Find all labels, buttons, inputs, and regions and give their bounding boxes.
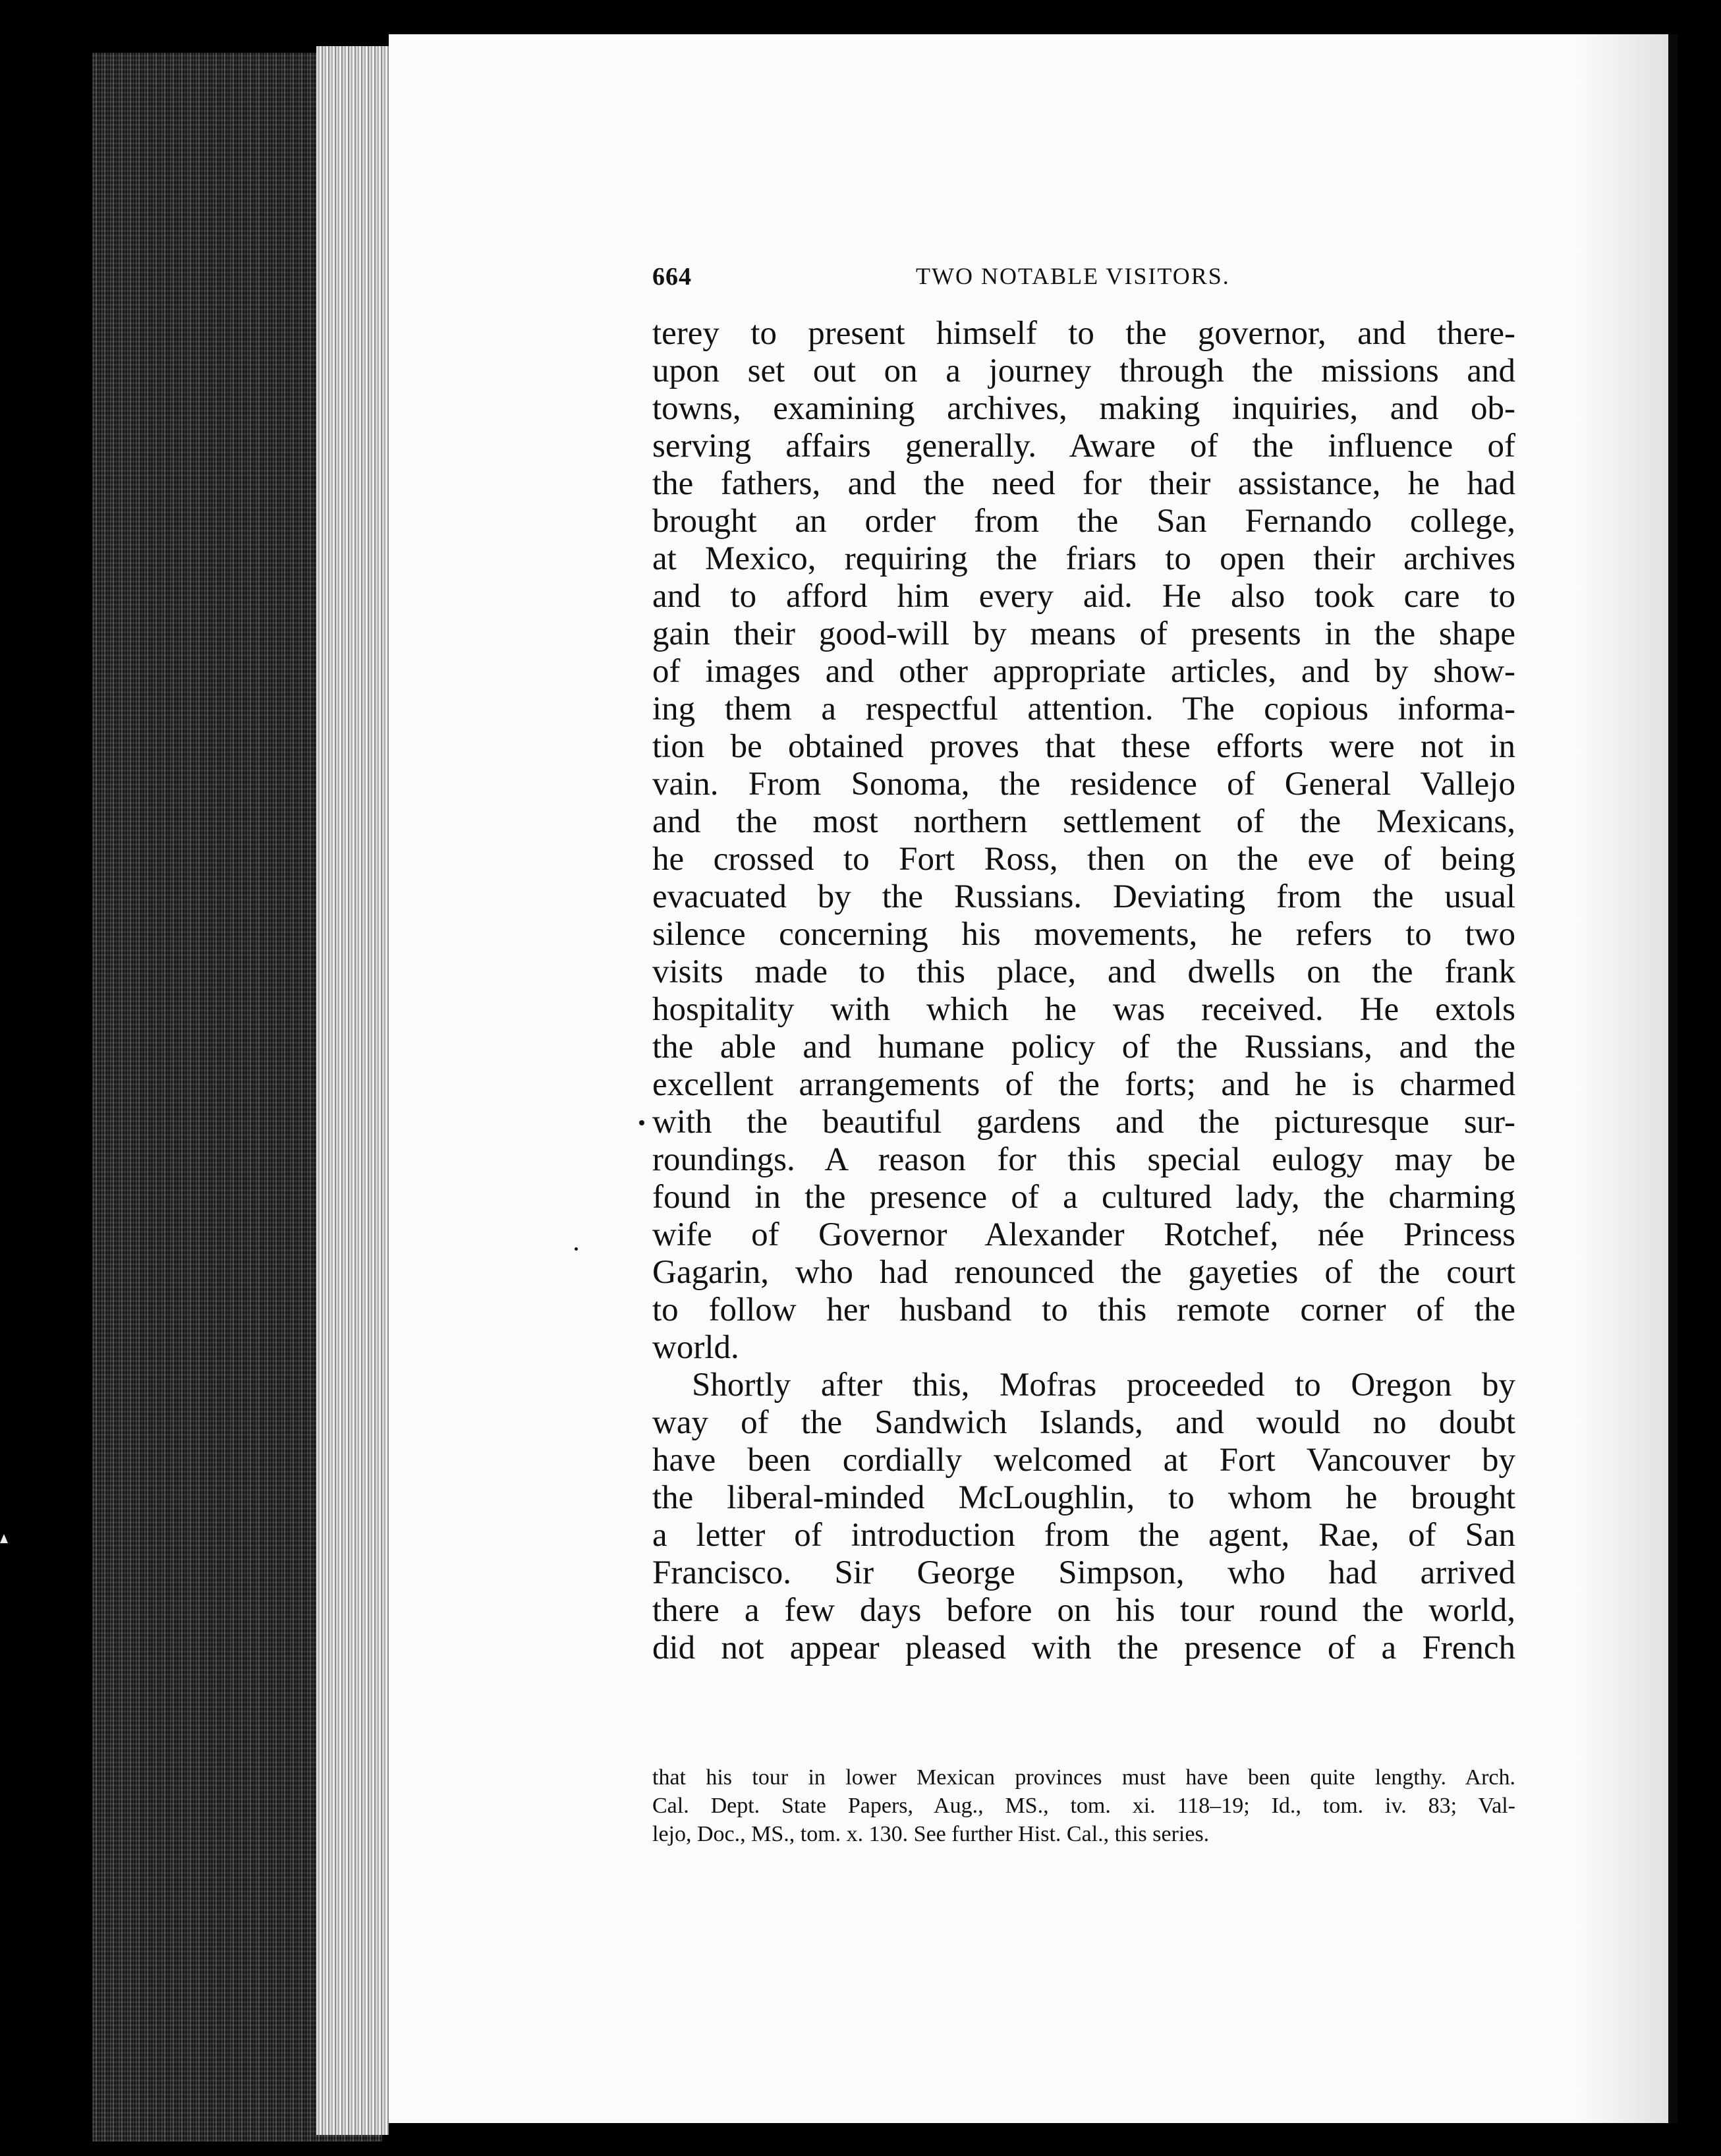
page-number: 664 bbox=[652, 263, 692, 291]
body-line: Shortly after this, Mofras proceeded to Oregon by bbox=[692, 1367, 1515, 1404]
body-line: did not appear pleased with the presence of a French bbox=[652, 1630, 1515, 1666]
body-line: terey to present himself to the governor, and there- bbox=[652, 315, 1515, 352]
body-line: the able and humane policy of the Russians, and the bbox=[652, 1029, 1515, 1065]
page-gutter-shadow bbox=[1575, 34, 1668, 2123]
body-line: ing them a respectful attention. The copious informa- bbox=[652, 691, 1515, 727]
body-text bbox=[652, 315, 1515, 1667]
body-line: have been cordially welcomed at Fort Vancouver by bbox=[652, 1442, 1515, 1479]
footnote-line: Cal. Dept. State Papers, Aug., MS., tom. xi. 118–19; Id., tom. iv. 83; Val- bbox=[652, 1794, 1515, 1818]
footnotes bbox=[652, 1763, 1515, 1848]
body-line: evacuated by the Russians. Deviating from the usual bbox=[652, 878, 1515, 915]
body-line: the fathers, and the need for their assistance, he had bbox=[652, 465, 1515, 502]
body-line: of images and other appropriate articles, and by show- bbox=[652, 653, 1515, 690]
body-line: towns, examining archives, making inquiries, and ob- bbox=[652, 390, 1515, 427]
running-head bbox=[652, 262, 1522, 302]
body-line: a letter of introduction from the agent, Rae, of San bbox=[652, 1517, 1515, 1554]
body-line: at Mexico, requiring the friars to open their archives bbox=[652, 540, 1515, 577]
body-line: vain. From Sonoma, the residence of General Vallejo bbox=[652, 766, 1515, 803]
body-line: upon set out on a journey through the missions and bbox=[652, 353, 1515, 389]
body-line: tion be obtained proves that these efforts were not in bbox=[652, 728, 1515, 765]
body-line: brought an order from the San Fernando college, bbox=[652, 503, 1515, 540]
body-line: to follow her husband to this remote corner of the bbox=[652, 1291, 1515, 1328]
scan-artifact bbox=[0, 1534, 8, 1543]
body-line: way of the Sandwich Islands, and would no doubt bbox=[652, 1404, 1515, 1441]
body-line: gain their good-will by means of presents in the shape bbox=[652, 615, 1515, 652]
body-line: there a few days before on his tour round the world, bbox=[652, 1592, 1515, 1629]
body-line: and to afford him every aid. He also took care to bbox=[652, 578, 1515, 615]
page-right-border bbox=[1668, 34, 1678, 2123]
body-line: hospitality with which he was received. He extols bbox=[652, 991, 1515, 1028]
body-line: wife of Governor Alexander Rotchef, née Princess bbox=[652, 1216, 1515, 1253]
body-line: serving affairs generally. Aware of the influence of bbox=[652, 428, 1515, 465]
body-line: he crossed to Fort Ross, then on the eve of being bbox=[652, 841, 1515, 878]
body-line: and the most northern settlement of the Mexicans, bbox=[652, 803, 1515, 840]
footnote-line: that his tour in lower Mexican provinces must have been quite lengthy. Arch. bbox=[652, 1765, 1515, 1790]
body-line: visits made to this place, and dwells on the frank bbox=[652, 953, 1515, 990]
body-line: roundings. A reason for this special eulogy may be bbox=[652, 1141, 1515, 1178]
running-head-title: TWO NOTABLE VISITORS. bbox=[916, 263, 1230, 289]
body-line: Francisco. Sir George Simpson, who had arrived bbox=[652, 1554, 1515, 1591]
body-line: silence concerning his movements, he refers to two bbox=[652, 916, 1515, 953]
book-fore-edge bbox=[316, 46, 389, 2135]
body-line: Gagarin, who had renounced the gayeties of the court bbox=[652, 1254, 1515, 1291]
footnote-line: lejo, Doc., MS., tom. x. 130. See further Hist. Cal., this series. bbox=[652, 1822, 1210, 1846]
body-line: world. bbox=[652, 1329, 739, 1366]
margin-dot bbox=[639, 1120, 644, 1125]
margin-dot bbox=[575, 1247, 578, 1251]
body-line: with the beautiful gardens and the picturesque sur- bbox=[652, 1104, 1515, 1141]
body-line: found in the presence of a cultured lady, the charming bbox=[652, 1179, 1515, 1216]
body-line: the liberal-minded McLoughlin, to whom he brought bbox=[652, 1479, 1515, 1516]
body-line: excellent arrangements of the forts; and he is charmed bbox=[652, 1066, 1515, 1103]
